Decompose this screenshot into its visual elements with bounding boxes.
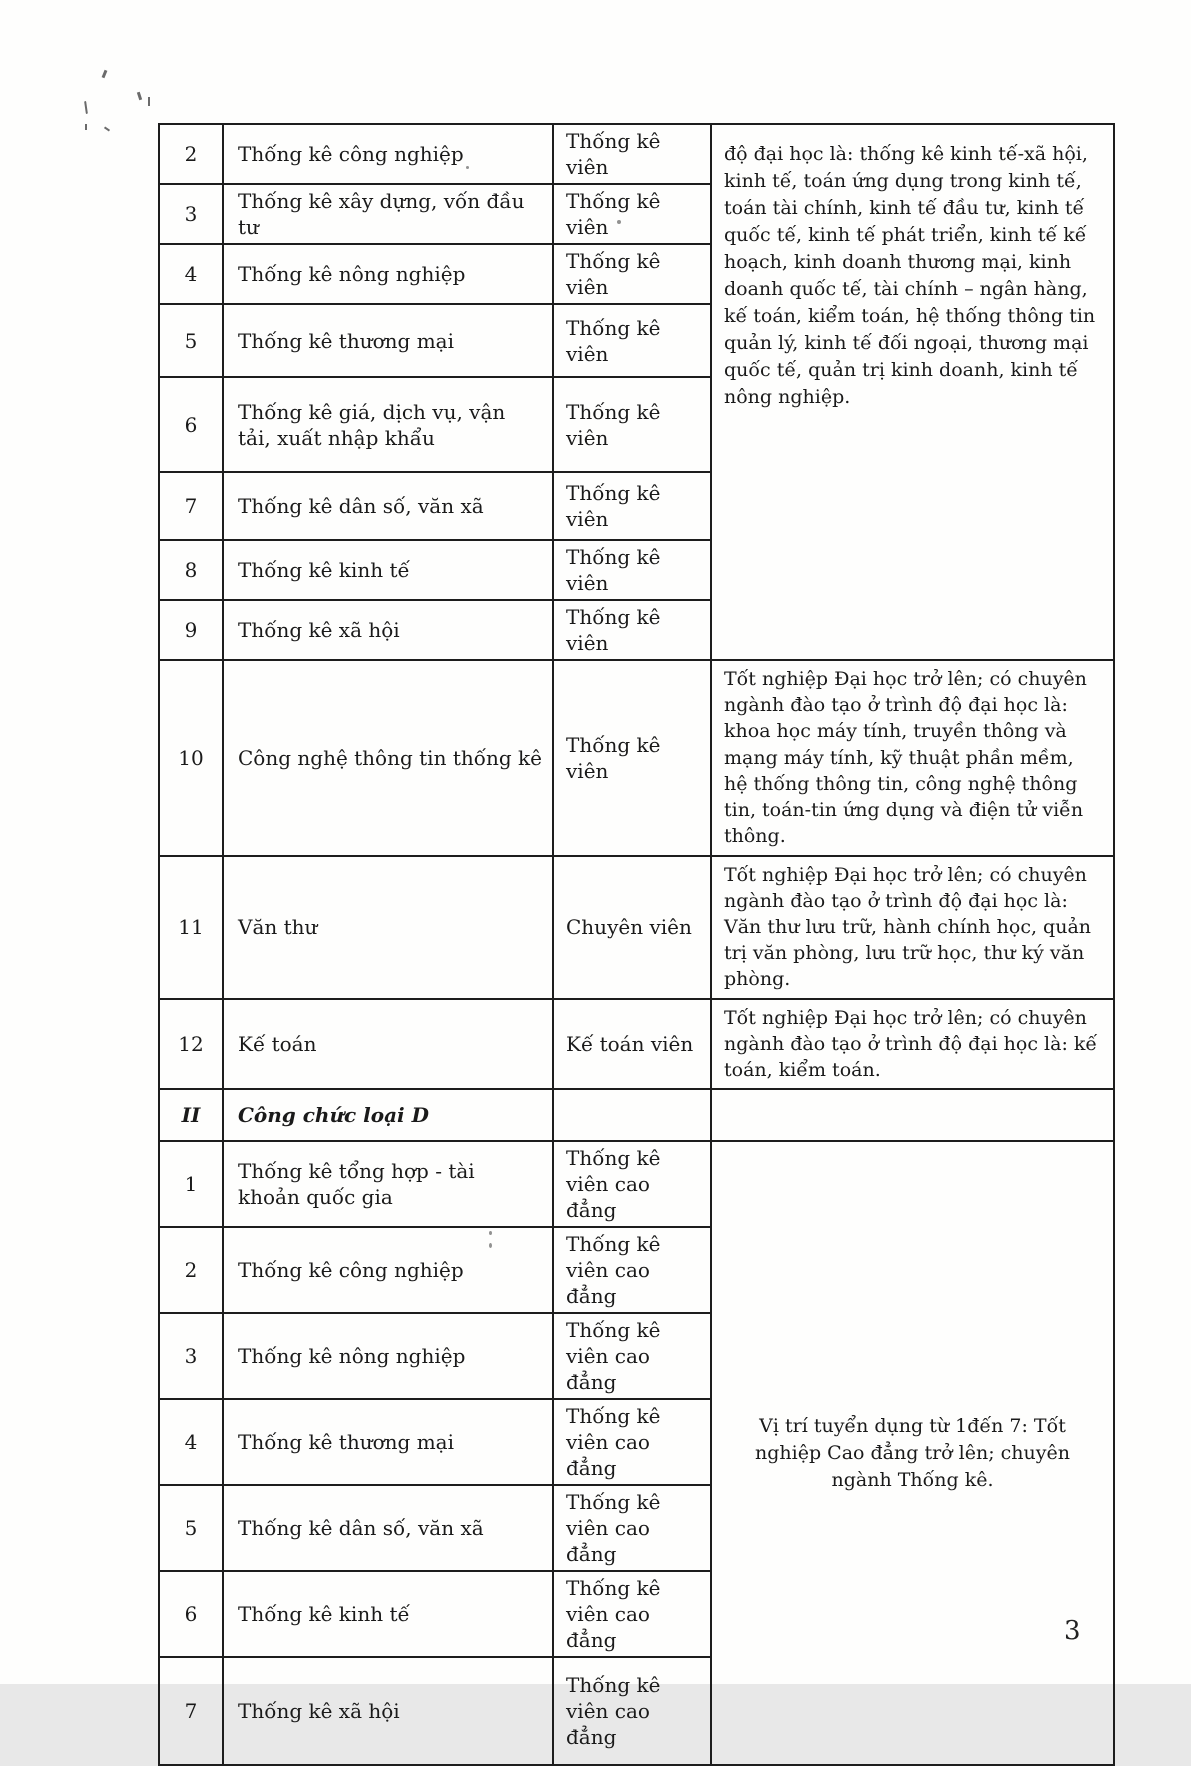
title-cell: Kế toán viên xyxy=(553,999,711,1090)
row-number-cell: 4 xyxy=(159,244,223,304)
row-number-cell: 11 xyxy=(159,856,223,999)
scan-speck xyxy=(137,92,142,101)
row-number-cell: 6 xyxy=(159,377,223,472)
row-number-cell: 3 xyxy=(159,184,223,244)
scan-speck xyxy=(85,124,87,130)
title-cell-empty xyxy=(553,1089,711,1141)
table-row xyxy=(159,999,1114,1090)
row-number-cell: 8 xyxy=(159,540,223,600)
position-cell: Thống kê giá, dịch vụ, vận tải, xuất nhập khẩu xyxy=(223,377,553,472)
scan-speck xyxy=(84,101,88,114)
scan-speck xyxy=(148,97,150,106)
recruitment-positions-table xyxy=(158,123,1115,1766)
position-cell: Thống kê kinh tế xyxy=(223,540,553,600)
requirement-cell: Tốt nghiệp Đại học trở lên; có chuyên ngành đào tạo ở trình độ đại học là: kế toán, kiểm toán. xyxy=(711,999,1114,1090)
position-cell: Thống kê xã hội xyxy=(223,600,553,660)
requirement-cell-rows-1-7: Vị trí tuyển dụng từ 1đến 7: Tốt nghiệp Cao đẳng trở lên; chuyên ngành Thống kê. xyxy=(711,1141,1114,1765)
title-cell: Chuyên viên xyxy=(553,856,711,999)
position-cell: Thống kê kinh tế xyxy=(223,1571,553,1657)
requirement-cell-empty xyxy=(711,1089,1114,1141)
row-number-cell: 5 xyxy=(159,304,223,377)
scan-speck xyxy=(102,70,108,79)
position-cell: Thống kê dân số, văn xã xyxy=(223,472,553,540)
title-cell: Thống kê viên xyxy=(553,472,711,540)
row-number-cell: 7 xyxy=(159,1657,223,1765)
scan-speck xyxy=(104,126,110,131)
title-cell: Thống kê viên xyxy=(553,244,711,304)
position-cell: Thống kê dân số, văn xã xyxy=(223,1485,553,1571)
title-cell: Thống kê viên cao đẳng xyxy=(553,1227,711,1313)
position-cell: Văn thư xyxy=(223,856,553,999)
position-cell: Thống kê công nghiệp xyxy=(223,124,553,184)
title-cell: Thống kê viên cao đẳng xyxy=(553,1657,711,1765)
table-row xyxy=(159,1141,1114,1227)
position-cell: Công nghệ thông tin thống kê xyxy=(223,660,553,856)
position-cell: Thống kê xã hội xyxy=(223,1657,553,1765)
title-cell: Thống kê viên cao đẳng xyxy=(553,1485,711,1571)
title-cell: Thống kê viên xyxy=(553,184,711,244)
title-cell: Thống kê viên cao đẳng xyxy=(553,1571,711,1657)
section-label-cell: Công chức loại D xyxy=(223,1089,553,1141)
row-number-cell: 1 xyxy=(159,1141,223,1227)
requirement-cell-rows-2-9: độ đại học là: thống kê kinh tế-xã hội, kinh tế, toán ứng dụng trong kinh tế, toán tài chính, kinh tế đầu tư, kinh tế quốc tế, kinh tế phát triển, kinh tế kế hoạch, kinh doanh thương mại, kinh doanh quốc tế, tài chính – ngân hàng, kế toán, kiểm toán, hệ thống thông tin quản lý, kinh tế đối ngoại, thương mại quốc tế, quản trị kinh doanh, kinh tế nông nghiệp. xyxy=(711,124,1114,660)
title-cell: Thống kê viên xyxy=(553,304,711,377)
title-cell: Thống kê viên xyxy=(553,540,711,600)
requirement-cell: Tốt nghiệp Đại học trở lên; có chuyên ngành đào tạo ở trình độ đại học là: khoa học máy tính, truyền thông và mạng máy tính, kỹ thuật phần mềm, hệ thống thông tin, công nghệ thông tin, toán-tin ứng dụng và điện tử viễn thông. xyxy=(711,660,1114,856)
table-row xyxy=(159,856,1114,999)
title-cell: Thống kê viên xyxy=(553,660,711,856)
row-number-cell: 10 xyxy=(159,660,223,856)
position-cell: Kế toán xyxy=(223,999,553,1090)
section-number-cell: II xyxy=(159,1089,223,1141)
title-cell: Thống kê viên xyxy=(553,124,711,184)
title-cell: Thống kê viên cao đẳng xyxy=(553,1313,711,1399)
position-cell: Thống kê nông nghiệp xyxy=(223,244,553,304)
row-number-cell: 2 xyxy=(159,1227,223,1313)
position-cell: Thống kê xây dựng, vốn đầu tư xyxy=(223,184,553,244)
row-number-cell: 5 xyxy=(159,1485,223,1571)
row-number-cell: 12 xyxy=(159,999,223,1090)
row-number-cell: 4 xyxy=(159,1399,223,1485)
section-heading-row xyxy=(159,1089,1114,1141)
page-number: 3 xyxy=(1064,1616,1081,1646)
row-number-cell: 6 xyxy=(159,1571,223,1657)
table-row xyxy=(159,124,1114,184)
position-cell: Thống kê thương mại xyxy=(223,304,553,377)
requirement-cell: Tốt nghiệp Đại học trở lên; có chuyên ngành đào tạo ở trình độ đại học là: Văn thư lưu trữ, hành chính học, quản trị văn phòng, lưu trữ học, thư ký văn phòng. xyxy=(711,856,1114,999)
title-cell: Thống kê viên xyxy=(553,377,711,472)
table-row xyxy=(159,660,1114,856)
title-cell: Thống kê viên cao đẳng xyxy=(553,1141,711,1227)
position-cell: Thống kê tổng hợp - tài khoản quốc gia xyxy=(223,1141,553,1227)
position-cell: Thống kê nông nghiệp xyxy=(223,1313,553,1399)
title-cell: Thống kê viên cao đẳng xyxy=(553,1399,711,1485)
title-cell: Thống kê viên xyxy=(553,600,711,660)
row-number-cell: 9 xyxy=(159,600,223,660)
position-cell: Thống kê thương mại xyxy=(223,1399,553,1485)
row-number-cell: 3 xyxy=(159,1313,223,1399)
position-cell: Thống kê công nghiệp xyxy=(223,1227,553,1313)
row-number-cell: 7 xyxy=(159,472,223,540)
row-number-cell: 2 xyxy=(159,124,223,184)
